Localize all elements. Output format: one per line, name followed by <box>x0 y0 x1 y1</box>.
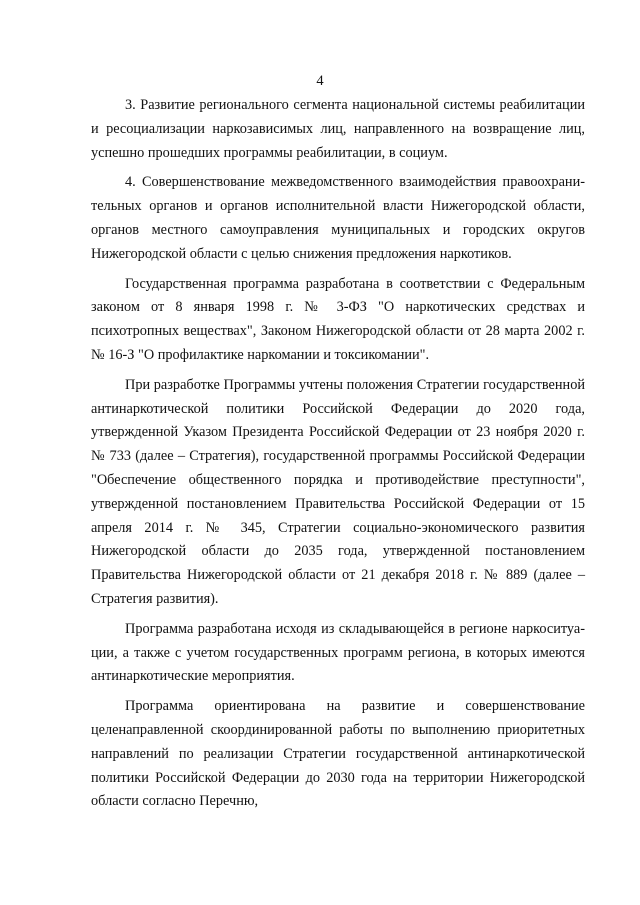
page-number: 4 <box>316 73 324 89</box>
paragraph-item-4-interagency: 4. Совершенствование межведомственного взаимодействия правоохранительных органов и органов исполнительной власти Нижегородской области, органов местного самоуправления муниципальных и городских округов Нижегородской области с целью снижения предложения наркотиков. <box>91 174 585 262</box>
paragraph-strategy-provisions: При разработке Программы учтены положения Стратегии государственной антинаркотической политики Российской Федерации до 2020 года, утвержденной Указом Президента Российской Федерации от 23 ноября 2020 г. № 733 (далее – Стратегия), государственной программы Российской Федерации "Обеспечение общественного порядка и противодействие преступности", утвержденной постановлением Правительства Российской Федерации от 15 апреля 2014 г. № 345, Стратегии социально-экономического развития Нижегородской области до 2035 года, утвержденной постановлением Правительства Нижегородской области от 21 декабря 2018 г. № 889 (далее – Стратегия развития). <box>91 376 585 607</box>
paragraph-program-orientation: Программа ориентирована на развитие и совершенствование целенаправленной скоординированной работы по выполнению приоритетных направлений по реализации Стратегии государственной антинаркотической политики Российской Федерации до 2030 года на территории Нижегородской области согласно Перечню, <box>91 698 585 810</box>
paragraph-legal-basis: Государственная программа разработана в соответствии с Федеральным законом от 8 января 1998 г. № 3-ФЗ "О наркотических средствах и психотропных веществах", Законом Нижегородской области от 28 марта 2002 г. № 16-З "О профилактике наркомании и токсикомании". <box>91 275 585 363</box>
paragraph-drug-situation: Программа разработана исходя из складывающейся в регионе наркоситуации, а также с учетом государственных программ региона, в которых имеются антинаркотические мероприятия. <box>91 620 585 685</box>
paragraph-item-3-rehabilitation: 3. Развитие регионального сегмента национальной системы реабилитации и ресоциализации наркозависимых лиц, направленного на возвращение лиц, успешно прошедших программы реабилитации, в социум. <box>91 97 585 161</box>
document-body <box>91 94 585 820</box>
